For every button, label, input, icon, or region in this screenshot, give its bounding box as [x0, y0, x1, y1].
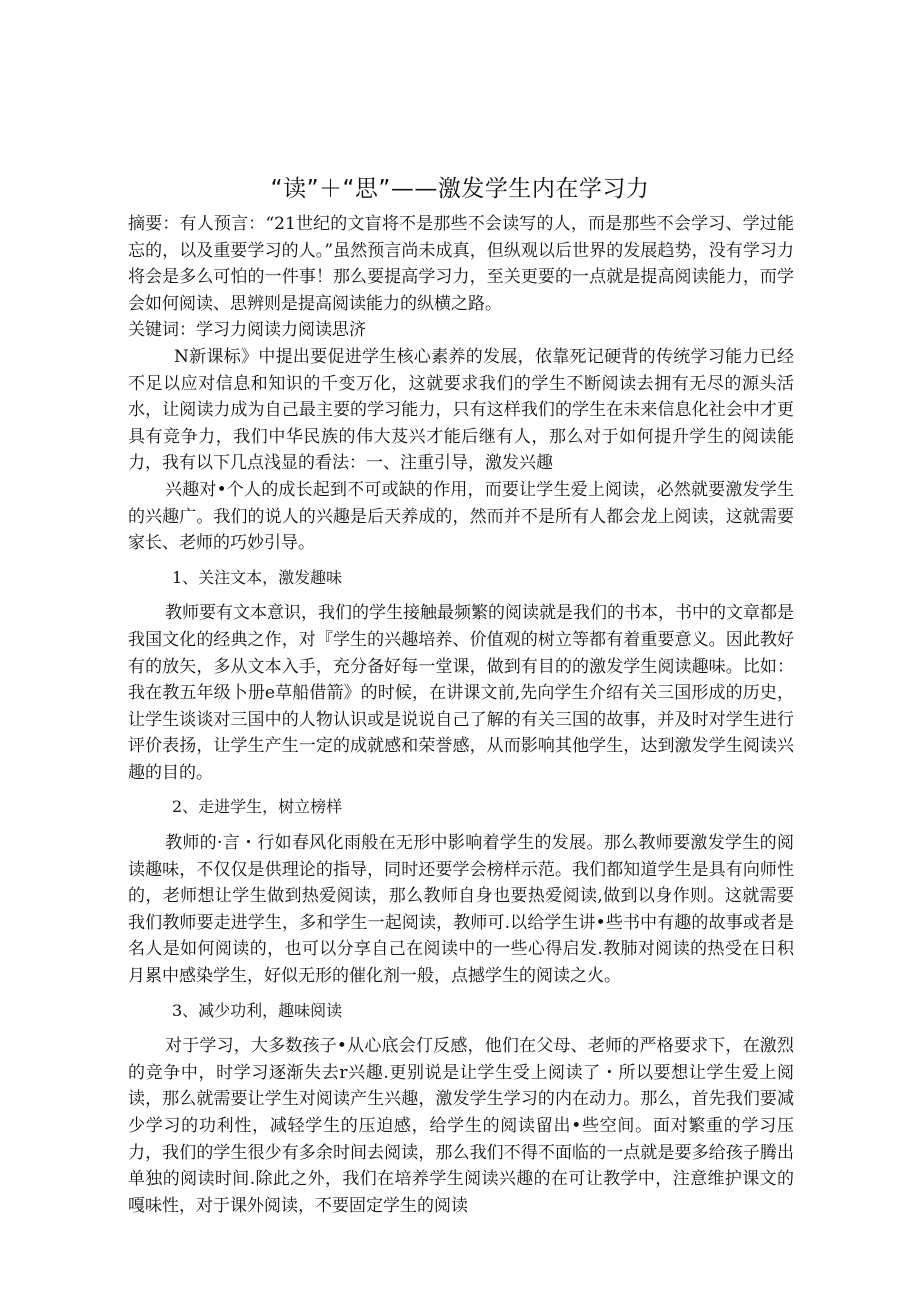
- section-text-3: 对于学习，大多数孩子•从心底会仃反感，他们在父母、老师的严格要求下，在激烈的竞争中，时学习逐渐失去r兴趣.更别说是让学生受上阅读了・所以要想让学生爱上阅读，那么就需要让学生对阅读产生兴趣，激发学生学习的内在动力。那么，首先我们要减少学习的功利性，减轻学生的压迫感，给学生的阅读留出•些空间。面对繁重的学习压力，我们的学生很少有多余时间去阅读，那么我们不得不面临的一点就是要多给孩子腾出单独的阅读时间.除此之外，我们在培养学生阅读兴趣的在可让教学中，注意维护课文的嘎味性，对于课外阅读，不要固定学生的阅读: [128, 1036, 794, 1216]
- interest-paragraph: 兴趣对•个人的成长起到不可或缺的作用，而要让学生爱上阅读，必然就要激发学生的兴趣广。我们的说人的兴趣是后天养成的，然而并不是所有人都会龙上阅读，这就需要家长、老师的巧妙引导。: [128, 479, 794, 554]
- document-title: “读”＋“思”——激发学生内在学习力: [270, 176, 650, 202]
- section-heading-2: 2、走进学生，树立榜样: [172, 797, 343, 817]
- section-heading-3: 3、减少功利，趣味阅读: [172, 1000, 343, 1020]
- keywords-line: 关键词：学习力阅读力阅读思济: [128, 320, 366, 341]
- section-text-1: 教师要有文本意识，我们的学生接触最频繁的阅读就是我们的书本，书中的文章都是我国文化的经典之作，对『学生的兴趣培养、价值观的树立等都有着重要意义。因此教好有的放矢，多从文本入手，充分备好每一堂课，做到有目的的激发学生阅读趣味。比如：我在教五年级卜册e草船借箭》的时候，在讲课文前,先向学生介绍有关三国形成的历史，让学生谈谈对三国中的人物认识或是说说自己了解的有关三国的故事，并及时对学生进行评价表扬，让学生产生一定的成就感和荣誉感，从而影响其他学生，达到激发学生阅读兴趣的目的。: [128, 603, 794, 783]
- intro-paragraph: N新课标》中提出要促进学生核心素养的发展，依靠死记硬背的传统学习能力已经不足以应对信息和知识的千变万化，这就要求我们的学生不断阅读去拥有无尽的源头活水，让阅读力成为自己最主要的学习能力，只有这样我们的学生在未来信息化社会中才更具有竞争力，我们中华民族的伟大芨兴才能后继有人，那么对于如何提升学生的阅读能力，我有以下几点浅显的看法：一、注重引导，激发兴趣: [128, 346, 794, 474]
- document-body: [128, 211, 794, 1219]
- section-text-2: 教师的·言・行如春风化雨般在无形中影响着学生的发展。那么教师要激发学生的阅读趣味，不仅仅是供理论的指导，同时还要学会榜样示范。我们都知道学生是具有向师性的，老师想让学生做到热爱阅读，那么教师自身也要热爱阅读,做到以身作则。这就需要我们教师要走进学生，多和学生一起阅读，教师可.以给学生讲•些书中有趣的故事或者是名人是如何阅读的，也可以分享自己在阅读中的一些心得启发.教肺对阅读的热受在日积月累中感染学生，好似无形的催化剂一般，点撼学生的阅读之火。: [128, 833, 794, 987]
- abstract-paragraph: 摘要：有人预言：“21世纪的文盲将不是那些不会读写的人，而是那些不会学习、学过能忘的，以及重要学习的人。”虽然预言尚未成真，但纵观以后世界的发展趋势，没有学习力将会是多么可怕的一件事！那么要提高学习力，至关更要的一点就是提高阅读能力，而学会如何阅读、思辨则是提高阅读能力的纵横之路。: [128, 214, 794, 314]
- section-heading-1: 1、关注文本，激发趣味: [172, 567, 343, 587]
